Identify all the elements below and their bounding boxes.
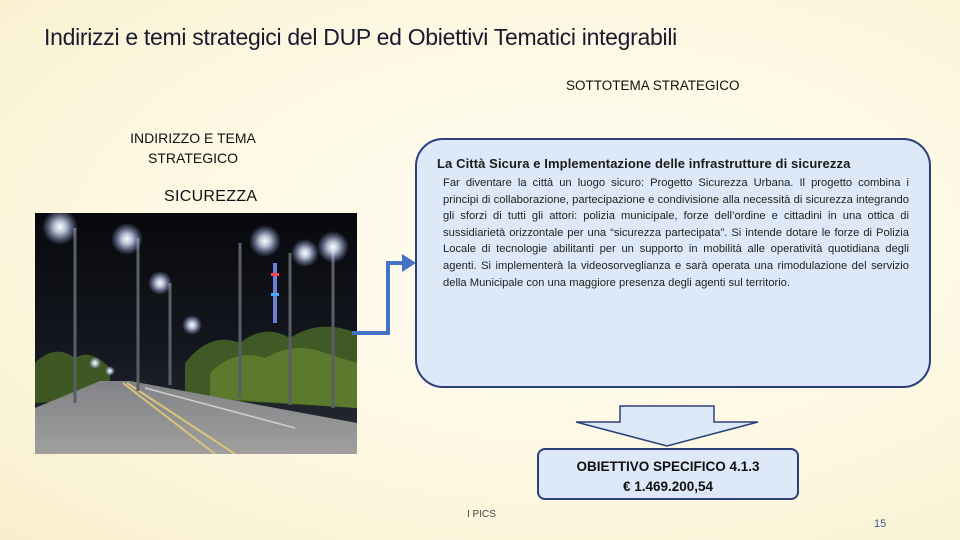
objective-code: OBIETTIVO SPECIFICO 4.1.3: [576, 459, 760, 474]
subtheme-description: Far diventare la città un luogo sicuro: Progetto Sicurezza Urbana. Il progetto combina i principi di collaborazione, partecipazione e condivisione alla necessità di sicurezza integrando gli sforzi di tutti gli attori: polizia municipale, forze dell’ordine e cittadini in una ottica di sussidiarietà orizzontale per una “sicurezza partecipata”. Si intende dotare le forze di Polizia Locale di tecnologie abilitanti per un supporto in mobilità alle operatività quotidiana degli agenti. Si implementerà la videosorveglianza e sarà operata una rimodulazione del servizio della Municipale con una maggiore presenza degli agenti sul territorio.: [443, 177, 909, 289]
elbow-arrow-right-icon: [350, 250, 420, 340]
slide-title: Indirizzi e temi strategici del DUP ed Obiettivi Tematici integrabili: [44, 24, 677, 50]
subtheme-title: La Città Sicura e Implementazione delle infrastrutture di sicurezza: [437, 156, 851, 171]
down-arrow-icon: [572, 404, 762, 448]
subtheme-label: SOTTOTEMA STRATEGICO: [566, 78, 740, 93]
objective-amount: € 1.469.200,54: [622, 479, 714, 494]
strategic-theme-heading: [100, 128, 286, 168]
street-photo-illustration: [35, 213, 357, 454]
theme-name: SICUREZZA: [164, 188, 258, 205]
footer-text: I PICS: [467, 509, 496, 520]
page-number: 15: [874, 518, 887, 530]
subtheme-content-box: [415, 138, 931, 388]
street-lights-night-photo: [35, 213, 357, 454]
strategic-theme-heading-line2: STRATEGICO: [148, 150, 238, 166]
strategic-theme-heading-line1: INDIRIZZO E TEMA: [130, 130, 256, 146]
specific-objective-box: [537, 448, 799, 500]
